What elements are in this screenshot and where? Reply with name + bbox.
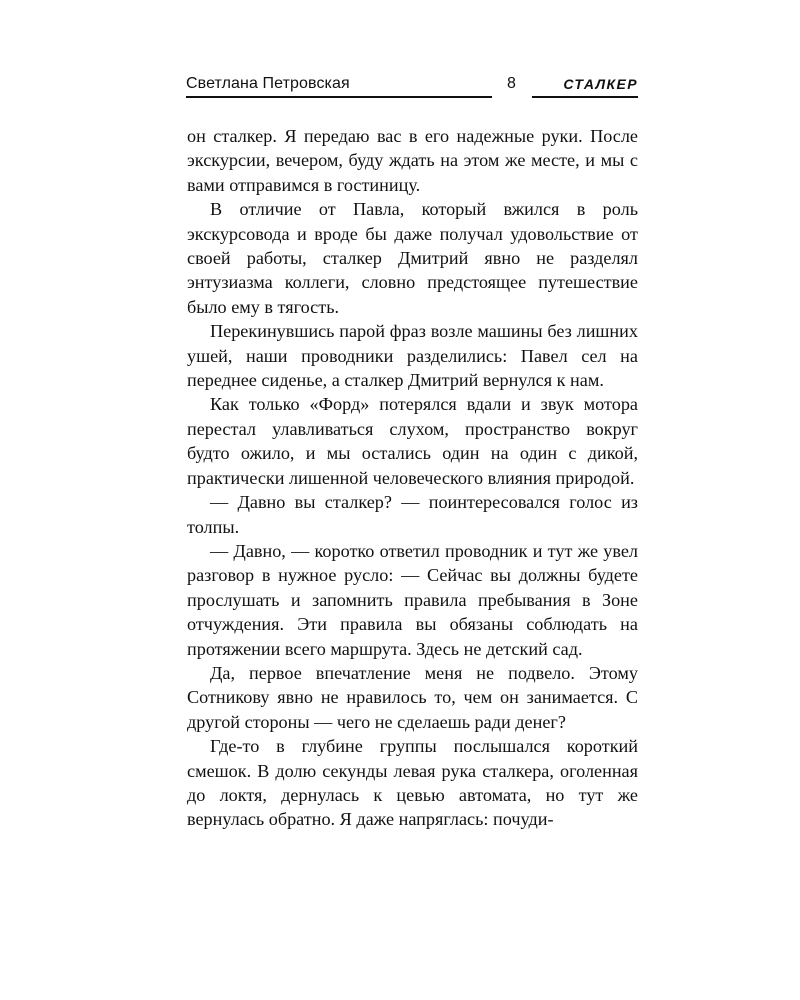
paragraph-4: Как только «Форд» потерялся вдали и звук мотора перестал улавливаться слухом, пространство вокруг будто ожило, и мы остались один на один с дикой, практически лишенной человеческого влияния природой. (187, 394, 638, 488)
paragraph-8: Где-то в глубине группы послышался короткий смешок. В долю секунды левая рука сталкера, оголенная до локтя, дернулась к цевью автомата, но тут же вернулась обратно. Я даже напряглась: почуди- (187, 736, 638, 830)
body-text (187, 124, 638, 832)
paragraph-1: он сталкер. Я передаю вас в его надежные руки. После экскурсии, вечером, буду ждать на этом же месте, и мы с вами отправимся в гостиницу. (187, 126, 638, 195)
header-series-title: СТАЛКЕР (563, 76, 638, 92)
paragraph-6-dialogue: — Давно, — коротко ответил проводник и тут же увел разговор в нужное русло: — Сейчас вы должны будете прослушать и запомнить правила пребывания в Зоне отчуждения. Эти правила вы обязаны соблюдать на протяжении всего маршрута. Здесь не детский сад. (187, 540, 638, 659)
running-head (186, 74, 638, 100)
paragraph-5-dialogue: — Давно вы сталкер? — поинтересовался голос из толпы. (187, 492, 638, 537)
paragraph-3: Перекинувшись парой фраз возле машины без лишних ушей, наши проводники разделились: Павел сел на переднее сиденье, а сталкер Дмитрий вернулся к нам. (187, 321, 638, 391)
paragraph-7: Да, первое впечатление меня не подвело. Этому Сотникову явно не нравилось то, чем он занимается. С другой стороны — чего не сделаешь ради денег? (187, 662, 638, 732)
header-author: Светлана Петровская (186, 75, 350, 92)
page-number: 8 (507, 75, 516, 92)
header-rule-right (532, 96, 638, 98)
paragraph-2: В отличие от Павла, который вжился в роль экскурсовода и вроде бы даже получал удовольствие от своей работы, сталкер Дмитрий явно не разделял энтузиазма коллеги, словно предстоящее путешествие было ему в тягость. (187, 199, 638, 317)
header-rule-left (186, 96, 492, 98)
